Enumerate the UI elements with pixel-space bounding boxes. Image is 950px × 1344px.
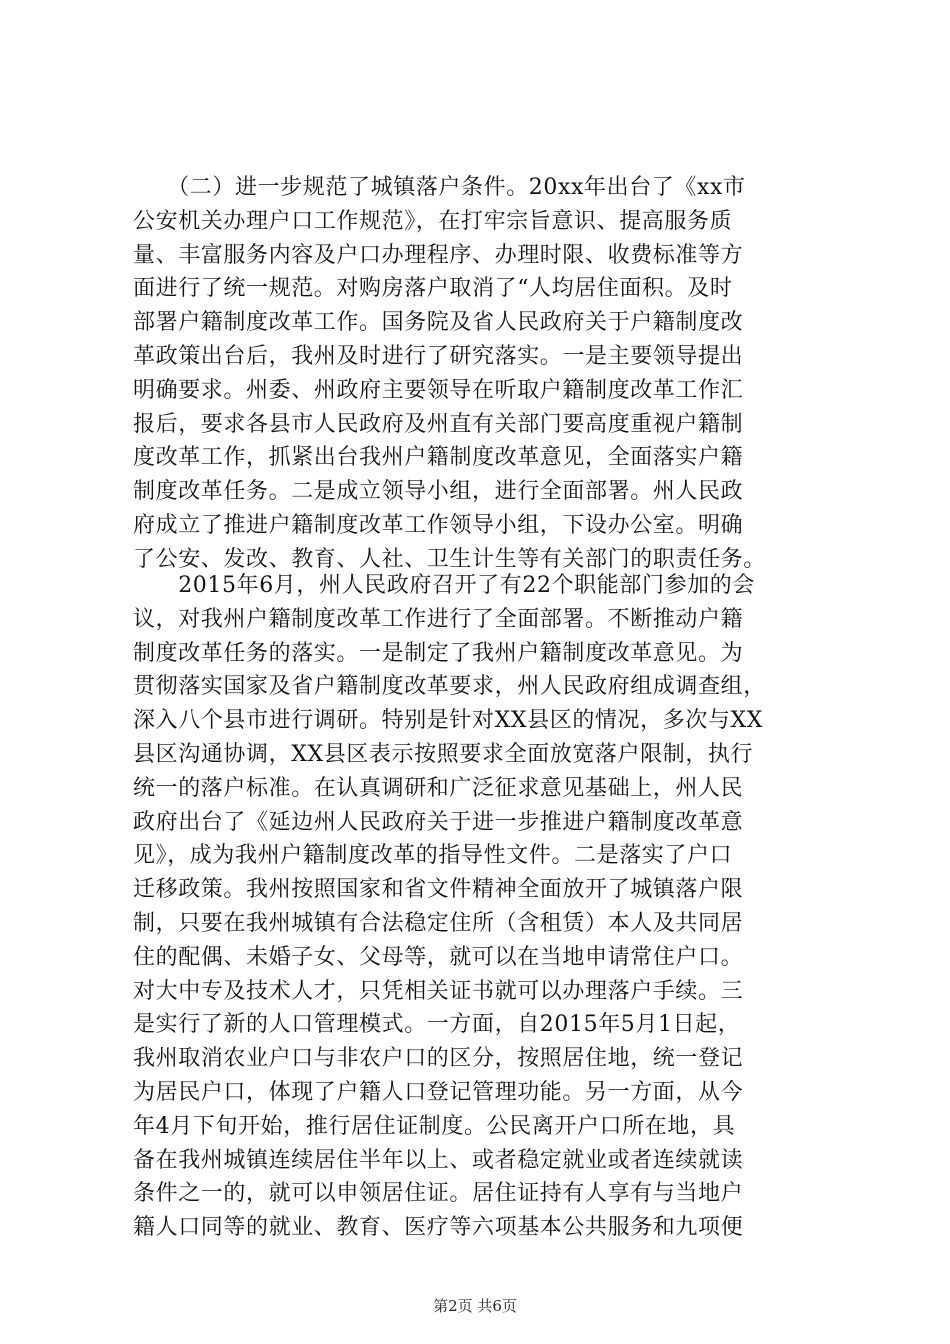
text-line: 明确要求。州委、州政府主要领导在听取户籍制度改革工作汇 xyxy=(133,377,744,403)
text-line: 是实行了新的人口管理模式。一方面，自2015年5月1日起， xyxy=(133,1012,741,1038)
text-line: 为居民户口，体现了户籍人口登记管理功能。另一方面，从今 xyxy=(133,1079,744,1105)
text-line: 面进行了统一规范。对购房落户取消了“人均居住面积。及时 xyxy=(133,276,733,302)
text-line: 对大中专及技术人才，只凭相关证书就可以办理落户手续。三 xyxy=(133,978,744,1004)
paragraph-1 xyxy=(133,171,853,577)
text-line: 贯彻落实国家及省户籍制度改革要求，州人民政府组成调查组， xyxy=(133,674,766,700)
text-line: 府成立了推进户籍制度改革工作领导小组，下设办公室。明确 xyxy=(133,512,744,538)
text-line: 统一的落户标准。在认真调研和广泛征求意见基础上，州人民 xyxy=(133,775,744,801)
text-line: 报后，要求各县市人民政府及州直有关部门要高度重视户籍制 xyxy=(133,411,744,437)
text-line: 了公安、发改、教育、人社、卫生计生等有关部门的职责任务。 xyxy=(133,546,766,572)
paragraph-2 xyxy=(133,569,853,1245)
text-line: 制度改革任务的落实。一是制定了我州户籍制度改革意见。为 xyxy=(133,640,744,666)
text-line: 条件之一的，就可以申领居住证。居住证持有人享有与当地户 xyxy=(133,1181,744,1207)
text-line: 年4月下旬开始，推行居住证制度。公民离开户口所在地，具 xyxy=(133,1113,736,1139)
text-line: 籍人口同等的就业、教育、医疗等六项基本公共服务和九项便 xyxy=(133,1215,744,1241)
text-line: 备在我州城镇连续居住半年以上、或者稳定就业或者连续就读 xyxy=(133,1147,744,1173)
text-line: 议，对我州户籍制度改革工作进行了全面部署。不断推动户籍 xyxy=(133,606,744,632)
text-line: 深入八个县市进行调研。特别是针对XX县区的情况，多次与XX xyxy=(133,708,764,734)
text-line: 住的配偶、未婚子女、父母等，就可以在当地申请常住户口。 xyxy=(133,944,744,970)
text-line: 公安机关办理户口工作规范》，在打牢宗旨意识、提高服务质 xyxy=(133,208,733,234)
page-footer: 第2页 共6页 xyxy=(433,1297,517,1315)
text-line: 部署户籍制度改革工作。国务院及省人民政府关于户籍制度改 xyxy=(133,310,744,336)
text-line: （二）进一步规范了城镇落户条件。20xx年出台了《xx市 xyxy=(133,175,746,200)
text-line: 我州取消农业户口与非农户口的区分，按照居住地，统一登记 xyxy=(133,1046,744,1072)
text-line: 量、丰富服务内容及户口办理程序、办理时限、收费标准等方 xyxy=(133,242,744,268)
text-line: 2015年6月，州人民政府召开了有22个职能部门参加的会 xyxy=(133,573,755,598)
text-line: 制度改革任务。二是成立领导小组，进行全面部署。州人民政 xyxy=(133,479,744,505)
text-line: 迁移政策。我州按照国家和省文件精神全面放开了城镇落户限 xyxy=(133,877,744,903)
text-line: 革政策出台后，我州及时进行了研究落实。一是主要领导提出 xyxy=(133,343,744,369)
text-line: 县区沟通协调，XX县区表示按照要求全面放宽落户限制，执行 xyxy=(133,741,754,767)
text-line: 制，只要在我州城镇有合法稳定住所（含租赁）本人及共同居 xyxy=(133,910,744,936)
text-line: 政府出台了《延边州人民政府关于进一步推进户籍制度改革意 xyxy=(133,809,744,835)
text-line: 见》，成为我州户籍制度改革的指导性文件。二是落实了户口 xyxy=(133,843,733,869)
text-line: 度改革工作，抓紧出台我州户籍制度改革意见，全面落实户籍 xyxy=(133,445,744,471)
